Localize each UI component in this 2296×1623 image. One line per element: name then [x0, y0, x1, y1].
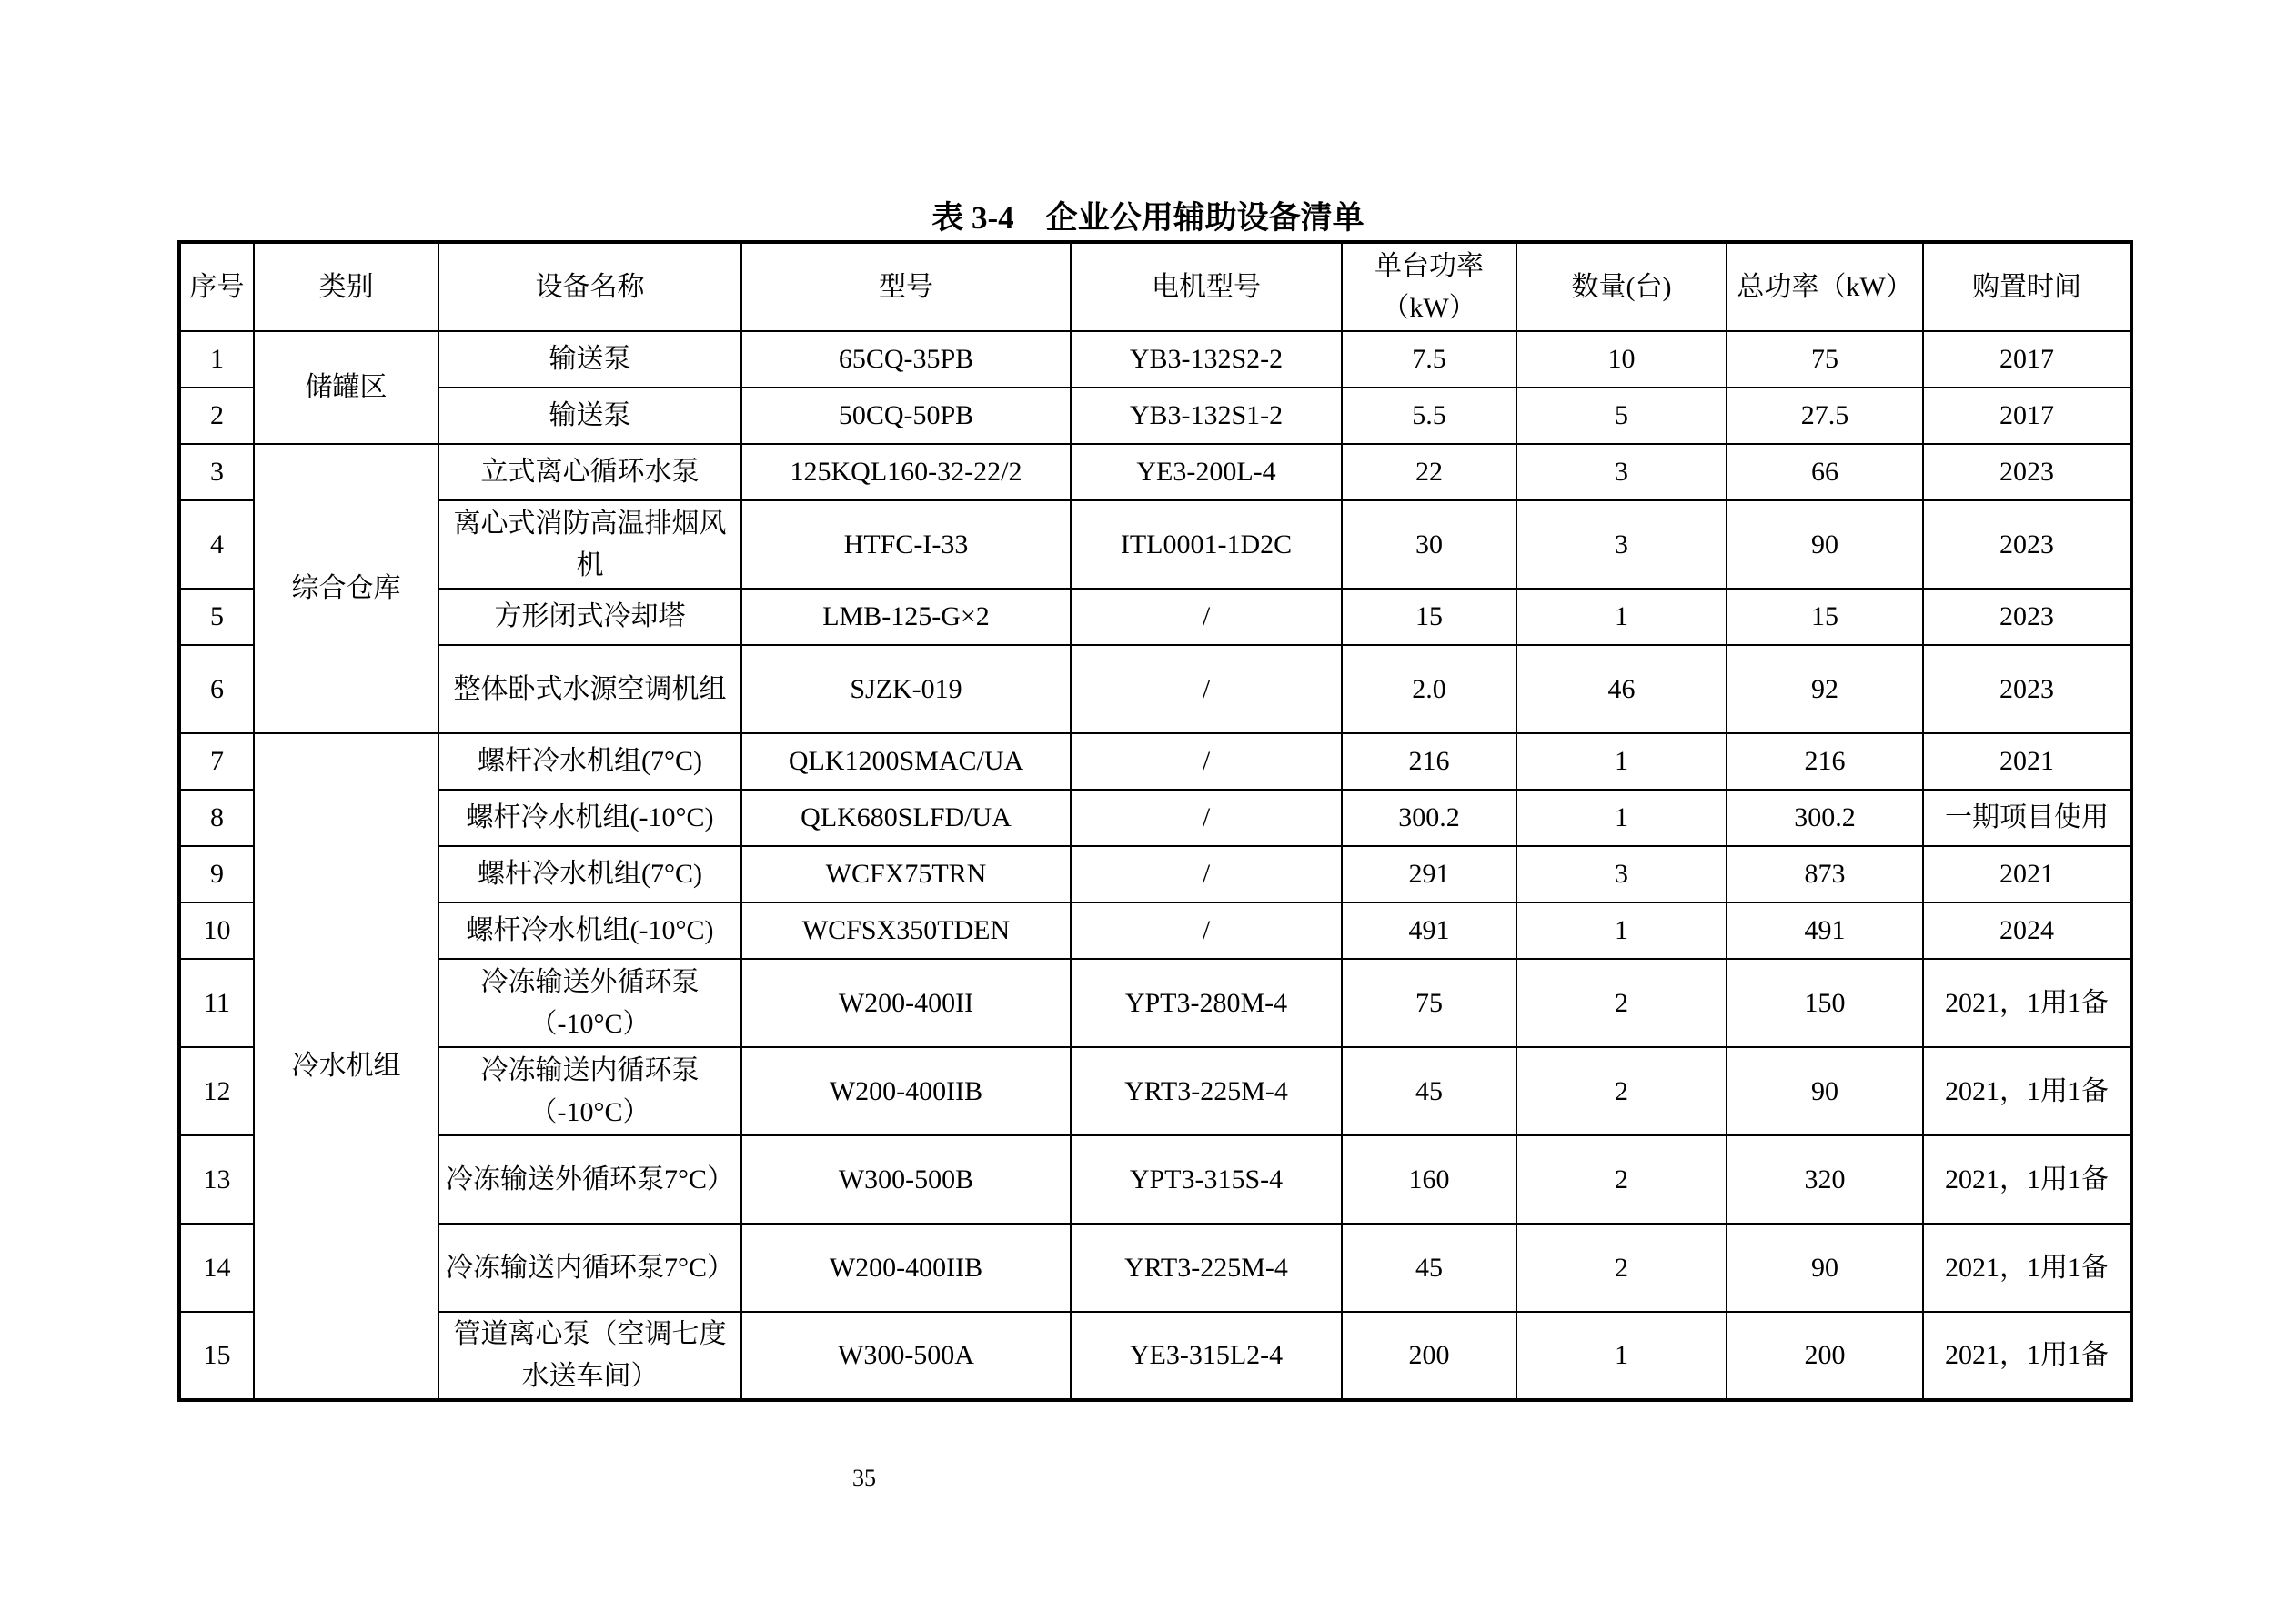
cell-model: QLK680SLFD/UA [741, 790, 1071, 846]
cell-total: 15 [1727, 589, 1923, 645]
table-row [179, 902, 2131, 959]
cell-name: 整体卧式水源空调机组 [438, 645, 741, 733]
cell-qty: 10 [1516, 331, 1727, 388]
cell-name: 冷冻输送内循环泵7°C） [438, 1224, 741, 1312]
table-title: 表 3-4 企业公用辅助设备清单 [931, 200, 1365, 236]
cell-name: 螺杆冷水机组(7°C) [438, 846, 741, 902]
cell-no: 6 [179, 645, 254, 733]
cell-total: 90 [1727, 1224, 1923, 1312]
category-cell: 储罐区 [254, 331, 438, 444]
cell-no: 7 [179, 733, 254, 790]
cell-motor: YRT3-225M-4 [1071, 1047, 1342, 1135]
cell-year: 2021 [1923, 733, 2131, 790]
cell-total: 90 [1727, 1047, 1923, 1135]
cell-name: 冷冻输送内循环泵（-10°C） [438, 1047, 741, 1135]
cell-name: 输送泵 [438, 388, 741, 444]
header-cell: 总功率（kW） [1727, 242, 1923, 331]
cell-motor: / [1071, 733, 1342, 790]
category-cell: 综合仓库 [254, 444, 438, 733]
cell-qty: 3 [1516, 846, 1727, 902]
cell-power: 75 [1342, 959, 1516, 1047]
cell-total: 200 [1727, 1312, 1923, 1400]
cell-year: 2023 [1923, 444, 2131, 500]
cell-power: 2.0 [1342, 645, 1516, 733]
cell-model: W300-500B [741, 1135, 1071, 1224]
cell-qty: 2 [1516, 959, 1727, 1047]
cell-no: 14 [179, 1224, 254, 1312]
cell-no: 10 [179, 902, 254, 959]
header-cell: 类别 [254, 242, 438, 331]
cell-power: 15 [1342, 589, 1516, 645]
cell-power: 5.5 [1342, 388, 1516, 444]
cell-qty: 2 [1516, 1135, 1727, 1224]
cell-name: 螺杆冷水机组(-10°C) [438, 902, 741, 959]
cell-qty: 1 [1516, 902, 1727, 959]
cell-name: 管道离心泵（空调七度水送车间） [438, 1312, 741, 1400]
cell-total: 216 [1727, 733, 1923, 790]
cell-power: 30 [1342, 500, 1516, 589]
cell-year: 2021，1用1备 [1923, 1047, 2131, 1135]
cell-name: 方形闭式冷却塔 [438, 589, 741, 645]
cell-model: HTFC-I-33 [741, 500, 1071, 589]
cell-year: 2021 [1923, 846, 2131, 902]
equipment-table [177, 240, 2133, 1402]
table-row [179, 645, 2131, 733]
cell-model: WCFX75TRN [741, 846, 1071, 902]
cell-total: 27.5 [1727, 388, 1923, 444]
cell-power: 160 [1342, 1135, 1516, 1224]
page-number: 35 [852, 1465, 876, 1491]
cell-name: 输送泵 [438, 331, 741, 388]
cell-power: 300.2 [1342, 790, 1516, 846]
cell-motor: YPT3-315S-4 [1071, 1135, 1342, 1224]
cell-total: 92 [1727, 645, 1923, 733]
cell-year: 2023 [1923, 645, 2131, 733]
cell-motor: / [1071, 902, 1342, 959]
cell-name: 螺杆冷水机组(7°C) [438, 733, 741, 790]
cell-qty: 3 [1516, 444, 1727, 500]
cell-year: 2024 [1923, 902, 2131, 959]
cell-power: 45 [1342, 1224, 1516, 1312]
cell-power: 216 [1342, 733, 1516, 790]
cell-no: 13 [179, 1135, 254, 1224]
cell-qty: 3 [1516, 500, 1727, 589]
cell-qty: 1 [1516, 589, 1727, 645]
cell-qty: 2 [1516, 1047, 1727, 1135]
cell-total: 66 [1727, 444, 1923, 500]
cell-power: 291 [1342, 846, 1516, 902]
cell-no: 5 [179, 589, 254, 645]
table-row [179, 1224, 2131, 1312]
cell-model: 65CQ-35PB [741, 331, 1071, 388]
cell-no: 3 [179, 444, 254, 500]
cell-no: 11 [179, 959, 254, 1047]
header-cell: 电机型号 [1071, 242, 1342, 331]
table-row [179, 733, 2131, 790]
cell-year: 2021，1用1备 [1923, 1135, 2131, 1224]
cell-no: 4 [179, 500, 254, 589]
cell-power: 200 [1342, 1312, 1516, 1400]
cell-total: 873 [1727, 846, 1923, 902]
cell-motor: / [1071, 846, 1342, 902]
cell-total: 75 [1727, 331, 1923, 388]
cell-motor: / [1071, 589, 1342, 645]
cell-qty: 46 [1516, 645, 1727, 733]
cell-motor: YB3-132S2-2 [1071, 331, 1342, 388]
cell-motor: / [1071, 790, 1342, 846]
cell-total: 320 [1727, 1135, 1923, 1224]
cell-year: 2017 [1923, 388, 2131, 444]
cell-no: 12 [179, 1047, 254, 1135]
cell-year: 2017 [1923, 331, 2131, 388]
cell-name: 螺杆冷水机组(-10°C) [438, 790, 741, 846]
category-cell: 冷水机组 [254, 733, 438, 1400]
table-row [179, 331, 2131, 388]
cell-name: 离心式消防高温排烟风机 [438, 500, 741, 589]
cell-model: 50CQ-50PB [741, 388, 1071, 444]
table-row [179, 444, 2131, 500]
cell-model: WCFSX350TDEN [741, 902, 1071, 959]
cell-qty: 1 [1516, 733, 1727, 790]
cell-total: 150 [1727, 959, 1923, 1047]
cell-total: 300.2 [1727, 790, 1923, 846]
header-cell: 数量(台) [1516, 242, 1727, 331]
cell-model: W200-400IIB [741, 1047, 1071, 1135]
table-row [179, 1135, 2131, 1224]
cell-year: 2021，1用1备 [1923, 1224, 2131, 1312]
cell-motor: YRT3-225M-4 [1071, 1224, 1342, 1312]
cell-model: LMB-125-G×2 [741, 589, 1071, 645]
cell-year: 2021，1用1备 [1923, 1312, 2131, 1400]
cell-no: 15 [179, 1312, 254, 1400]
cell-model: QLK1200SMAC/UA [741, 733, 1071, 790]
header-cell: 序号 [179, 242, 254, 331]
cell-qty: 2 [1516, 1224, 1727, 1312]
table-row [179, 1047, 2131, 1135]
cell-year: 2023 [1923, 500, 2131, 589]
cell-power: 491 [1342, 902, 1516, 959]
cell-motor: / [1071, 645, 1342, 733]
cell-no: 9 [179, 846, 254, 902]
header-cell: 型号 [741, 242, 1071, 331]
cell-model: W200-400IIB [741, 1224, 1071, 1312]
cell-no: 1 [179, 331, 254, 388]
cell-model: W300-500A [741, 1312, 1071, 1400]
table-row [179, 388, 2131, 444]
header-cell: 设备名称 [438, 242, 741, 331]
cell-qty: 1 [1516, 1312, 1727, 1400]
cell-model: 125KQL160-32-22/2 [741, 444, 1071, 500]
cell-name: 冷冻输送外循环泵7°C） [438, 1135, 741, 1224]
header-cell: 单台功率（kW） [1342, 242, 1516, 331]
cell-no: 2 [179, 388, 254, 444]
table-row [179, 846, 2131, 902]
table-row [179, 589, 2131, 645]
cell-power: 45 [1342, 1047, 1516, 1135]
cell-total: 491 [1727, 902, 1923, 959]
cell-motor: YE3-315L2-4 [1071, 1312, 1342, 1400]
cell-model: W200-400II [741, 959, 1071, 1047]
cell-motor: YB3-132S1-2 [1071, 388, 1342, 444]
cell-power: 7.5 [1342, 331, 1516, 388]
cell-qty: 1 [1516, 790, 1727, 846]
cell-motor: YPT3-280M-4 [1071, 959, 1342, 1047]
cell-power: 22 [1342, 444, 1516, 500]
cell-motor: YE3-200L-4 [1071, 444, 1342, 500]
cell-model: SJZK-019 [741, 645, 1071, 733]
cell-no: 8 [179, 790, 254, 846]
cell-qty: 5 [1516, 388, 1727, 444]
table-row [179, 790, 2131, 846]
table-row [179, 959, 2131, 1047]
cell-name: 立式离心循环水泵 [438, 444, 741, 500]
table-row [179, 1312, 2131, 1400]
cell-year: 2023 [1923, 589, 2131, 645]
header-row [179, 242, 2131, 331]
table-row [179, 500, 2131, 589]
cell-year: 2021，1用1备 [1923, 959, 2131, 1047]
cell-motor: ITL0001-1D2C [1071, 500, 1342, 589]
cell-name: 冷冻输送外循环泵（-10°C） [438, 959, 741, 1047]
cell-year: 一期项目使用 [1923, 790, 2131, 846]
header-cell: 购置时间 [1923, 242, 2131, 331]
cell-total: 90 [1727, 500, 1923, 589]
